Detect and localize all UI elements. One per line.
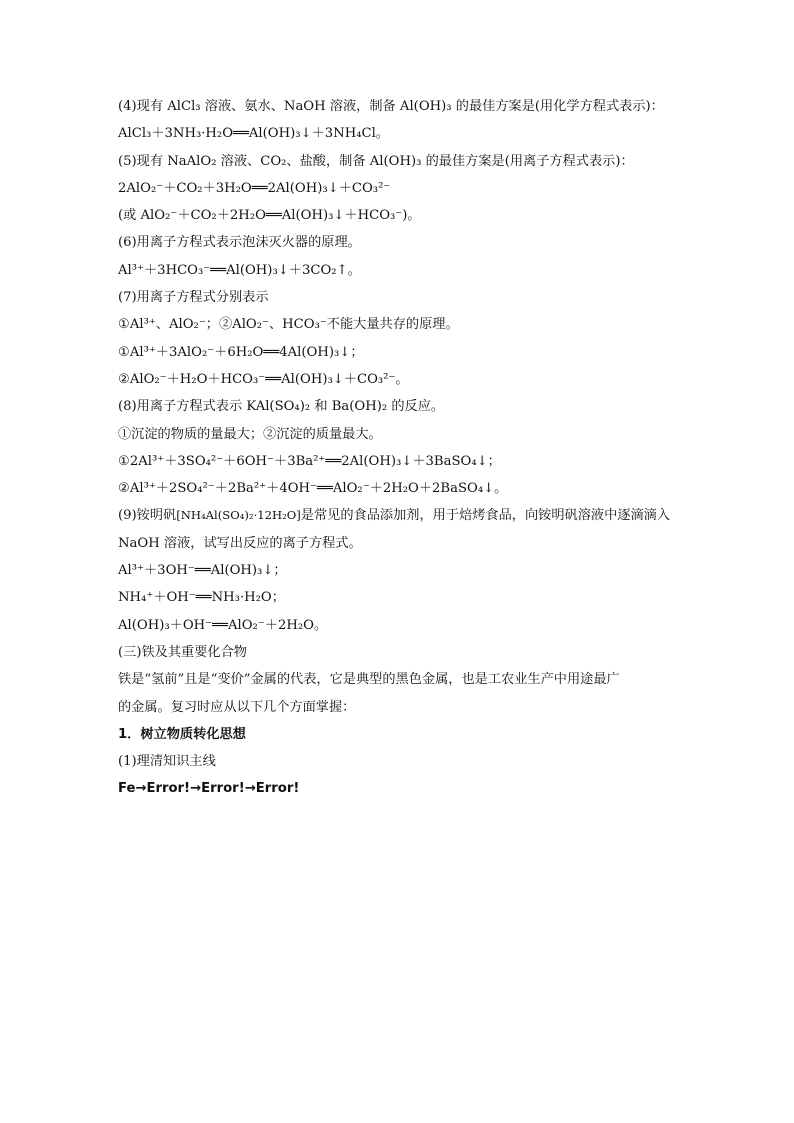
text-line: ①沉淀的物质的量最大；②沉淀的质量最大。 xyxy=(118,426,382,442)
section-title: (三)铁及其重要化合物 xyxy=(118,644,247,660)
conversion-chain: Fe→Error!→Error!→Error! xyxy=(118,781,300,797)
heading-1: 1．树立物质转化思想 xyxy=(118,726,246,742)
equation-line: Al³⁺＋3HCO₃⁻══Al(OH)₃↓＋3CO₂↑。 xyxy=(118,262,361,278)
equation-line: (或 AlO₂⁻＋CO₂＋2H₂O══Al(OH)₃↓＋HCO₃⁻)。 xyxy=(118,208,421,224)
equation-line: Al³⁺＋3OH⁻══Al(OH)₃↓； xyxy=(118,563,287,579)
paragraph-9-suffix: 是常见的食品添加剂，用于焙烤食品，向铵明矾溶液中逐滴滴入 xyxy=(300,508,671,524)
text-line: ①Al³⁺、AlO₂⁻；②AlO₂⁻、HCO₃⁻不能大量共存的原理。 xyxy=(118,317,459,333)
text-line: (7)用离子方程式分别表示 xyxy=(118,290,269,306)
paragraph-9-prefix: (9)铵明矾 xyxy=(118,508,177,524)
subheading-1: (1)理清知识主线 xyxy=(118,754,216,770)
text-line: (4)现有 AlCl₃ 溶液、氨水、NaOH 溶液，制备 Al(OH)₃ 的最佳方案是(用化学方程式表示)： xyxy=(118,99,664,114)
equation-line: ②Al³⁺＋2SO₄²⁻＋2Ba²⁺＋4OH⁻══AlO₂⁻＋2H₂O＋2BaSO₄↓。 xyxy=(118,481,508,497)
text-line: (5)现有 NaAlO₂ 溶液、CO₂、盐酸，制备 Al(OH)₃ 的最佳方案是(用离子方程式表示)： xyxy=(118,153,634,169)
equation-line: 2AlO₂⁻＋CO₂＋3H₂O══2Al(OH)₃↓＋CO₃²⁻ xyxy=(118,180,391,196)
paragraph-9-line-1 xyxy=(118,502,688,529)
equation-line: ①2Al³⁺＋3SO₄²⁻＋6OH⁻＋3Ba²⁺══2Al(OH)₃↓＋3BaSO₄↓； xyxy=(118,453,501,469)
iron-paragraph-line-1: 铁是“氢前”且是“变价”金属的代表，它是典型的黑色金属，也是工农业生产中用途最广 xyxy=(118,672,620,688)
iron-paragraph-line-2: 的金属。复习时应从以下几个方面掌握： xyxy=(118,699,356,715)
document-body xyxy=(118,93,688,803)
paragraph-9-line-2: NaOH 溶液，试写出反应的离子方程式。 xyxy=(118,535,362,551)
equation-line: ②AlO₂⁻＋H₂O＋HCO₃⁻══Al(OH)₃↓＋CO₃²⁻。 xyxy=(118,371,409,387)
equation-line: ①Al³⁺＋3AlO₂⁻＋6H₂O══4Al(OH)₃↓； xyxy=(118,344,364,360)
equation-line: AlCl₃＋3NH₃·H₂O══Al(OH)₃↓＋3NH₄Cl。 xyxy=(118,126,389,142)
equation-line: Al(OH)₃＋OH⁻══AlO₂⁻＋2H₂O。 xyxy=(118,617,328,633)
equation-line: NH₄⁺＋OH⁻══NH₃·H₂O； xyxy=(118,590,285,606)
text-line: (8)用离子方程式表示 KAl(SO₄)₂ 和 Ba(OH)₂ 的反应。 xyxy=(118,399,445,415)
text-line: (6)用离子方程式表示泡沫灭火器的原理。 xyxy=(118,235,361,251)
ammonium-alum-formula: [NH₄Al(SO₄)₂·12H₂O] xyxy=(176,508,301,523)
